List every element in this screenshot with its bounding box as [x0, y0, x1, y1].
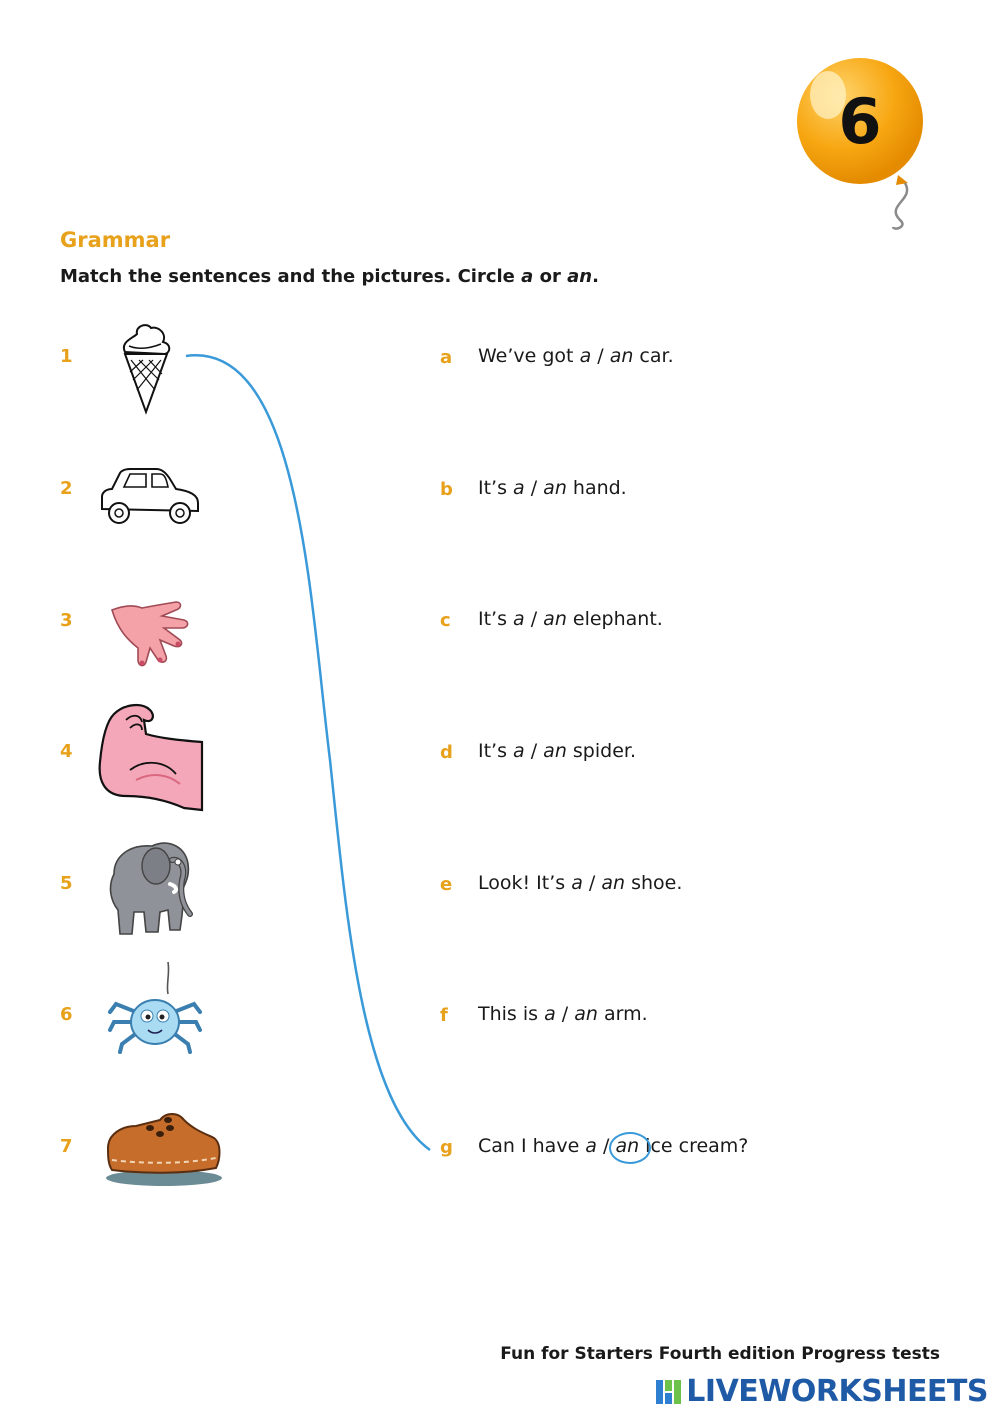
picture-number: 1 [60, 346, 73, 367]
sentence-letter: g [440, 1137, 453, 1158]
hand-icon[interactable] [108, 600, 194, 672]
instructions: Match the sentences and the pictures. Circle a or an. [60, 266, 599, 287]
matching-line [186, 355, 430, 1150]
picture-number: 2 [60, 478, 73, 499]
sentence-a[interactable]: We’ve got a / an car. [478, 345, 674, 367]
sentence-letter: c [440, 610, 451, 631]
choice-an-circled[interactable]: an [615, 1135, 640, 1157]
brand-logo[interactable] [656, 1374, 988, 1409]
choice-an[interactable]: an [574, 1003, 598, 1025]
sentence-g[interactable]: Can I have a / an ice cream? [478, 1135, 748, 1157]
liveworksheets-logo-icon [656, 1380, 682, 1404]
elephant-icon[interactable] [100, 834, 196, 938]
choice-an[interactable]: an [543, 608, 567, 630]
choice-a[interactable]: a [513, 477, 525, 499]
sentence-letter: d [440, 742, 453, 763]
arm-icon[interactable] [96, 700, 204, 812]
choice-an[interactable]: an [609, 345, 634, 367]
choice-an[interactable]: an [601, 872, 626, 894]
test-number: 6 [838, 85, 882, 158]
picture-number: 7 [60, 1136, 73, 1157]
picture-number: 4 [60, 741, 73, 762]
section-title: Grammar [60, 228, 171, 252]
choice-a[interactable]: a [544, 1003, 556, 1025]
brand-name: LIVEWORKSHEETS [686, 1374, 988, 1409]
choice-a[interactable]: a [585, 1135, 597, 1157]
car-icon[interactable] [98, 465, 202, 527]
choice-a[interactable]: a [513, 608, 525, 630]
balloon-icon [790, 55, 940, 235]
sentence-b[interactable]: It’s a / an hand. [478, 477, 627, 499]
answer-circle [609, 1132, 651, 1164]
sentence-c[interactable]: It’s a / an elephant. [478, 608, 663, 630]
choice-a[interactable]: a [579, 345, 592, 367]
sentence-letter: e [440, 874, 453, 895]
shoe-icon[interactable] [104, 1108, 224, 1188]
sentence-letter: a [440, 347, 453, 368]
spider-icon[interactable] [106, 960, 204, 1060]
sentence-e[interactable]: Look! It’s a / an shoe. [478, 872, 683, 894]
sentence-f[interactable]: This is a / an arm. [478, 1003, 648, 1025]
choice-an[interactable]: an [543, 477, 567, 499]
picture-number: 6 [60, 1004, 73, 1025]
choice-a[interactable]: a [513, 740, 525, 762]
choice-a[interactable]: a [571, 872, 583, 894]
sentence-d[interactable]: It’s a / an spider. [478, 740, 636, 762]
picture-number: 3 [60, 610, 73, 631]
footer-title: Fun for Starters Fourth edition Progress tests [500, 1344, 940, 1364]
sentence-letter: b [440, 479, 453, 500]
choice-an[interactable]: an [543, 740, 567, 762]
picture-number: 5 [60, 873, 73, 894]
ice-cream-icon[interactable] [115, 320, 177, 415]
sentence-letter: f [440, 1005, 448, 1026]
